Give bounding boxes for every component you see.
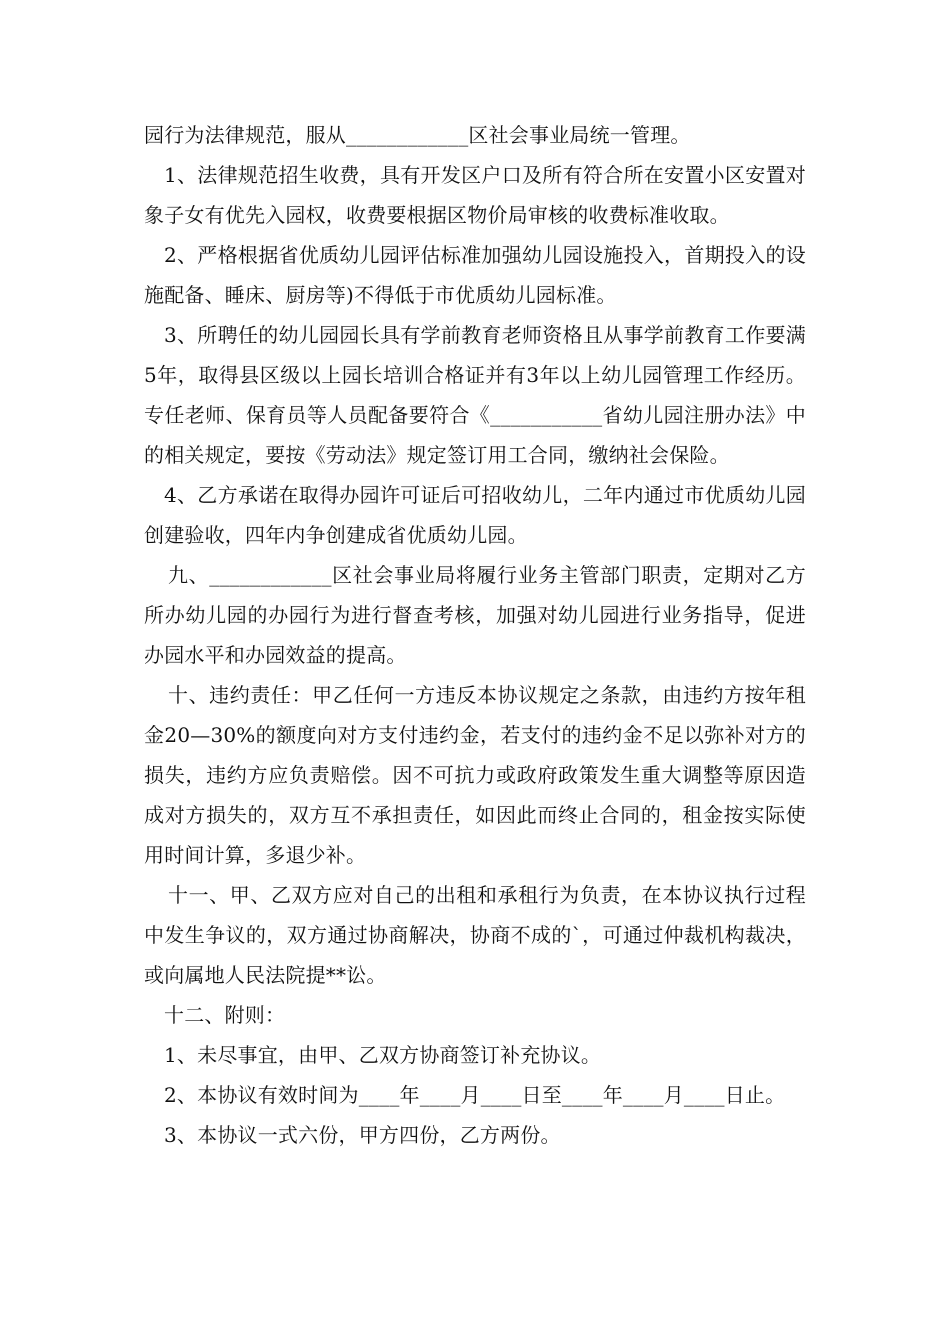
paragraph-10: 1、未尽事宜，由甲、乙双方协商签订补充协议。 [164,1043,602,1067]
paragraph-1: 园行为法律规范，服从____________区社会事业局统一管理。 [144,123,691,147]
paragraph-4: 3、所聘任的幼儿园园长具有学前教育老师资格且从事学前教育工作要满5年，取得县区级以上园长培训合格证并有3年以上幼儿园管理工作经历。专任老师、保育员等人员配备要符合《___________省幼儿园注册办法》中的相关规定，要按《劳动法》规定签订用工合同，缴纳社会保险。 [144,323,806,467]
paragraph-2: 1、法律规范招生收费，具有开发区户口及所有符合所在安置小区安置对象子女有优先入园权，收费要根据区物价局审核的收费标准收取。 [144,163,806,227]
paragraph-3: 2、严格根据省优质幼儿园评估标准加强幼儿园设施投入，首期投入的设施配备、睡床、厨房等)不得低于市优质幼儿园标准。 [144,243,806,307]
paragraph-8: 十一、甲、乙双方应对自己的出租和承租行为负责，在本协议执行过程中发生争议的，双方通过协商解决，协商不成的`，可通过仲裁机构裁决，或向属地人民法院提**讼。 [144,883,806,987]
paragraph-5: 4、乙方承诺在取得办园许可证后可招收幼儿，二年内通过市优质幼儿园创建验收，四年内争创建成省优质幼儿园。 [144,483,806,547]
paragraph-12: 3、本协议一式六份，甲方四份，乙方两份。 [164,1123,561,1147]
paragraph-7: 十、违约责任：甲乙任何一方违反本协议规定之条款，由违约方按年租金20—30%的额度向对方支付违约金，若支付的违约金不足以弥补对方的损失，违约方应负责赔偿。因不可抗力或政府政策发生重大调整等原因造成对方损失的，双方互不承担责任，如因此而终止合同的，租金按实际使用时间计算，多退少补。 [144,683,806,867]
document-body [144,115,806,1155]
paragraph-9: 十二、附则： [164,1003,286,1027]
paragraph-6: 九、____________区社会事业局将履行业务主管部门职责，定期对乙方所办幼儿园的办园行为进行督查考核，加强对幼儿园进行业务指导，促进办园水平和办园效益的提高。 [144,563,806,667]
paragraph-11: 2、本协议有效时间为____年____月____日至____年____月____日止。 [164,1083,786,1107]
